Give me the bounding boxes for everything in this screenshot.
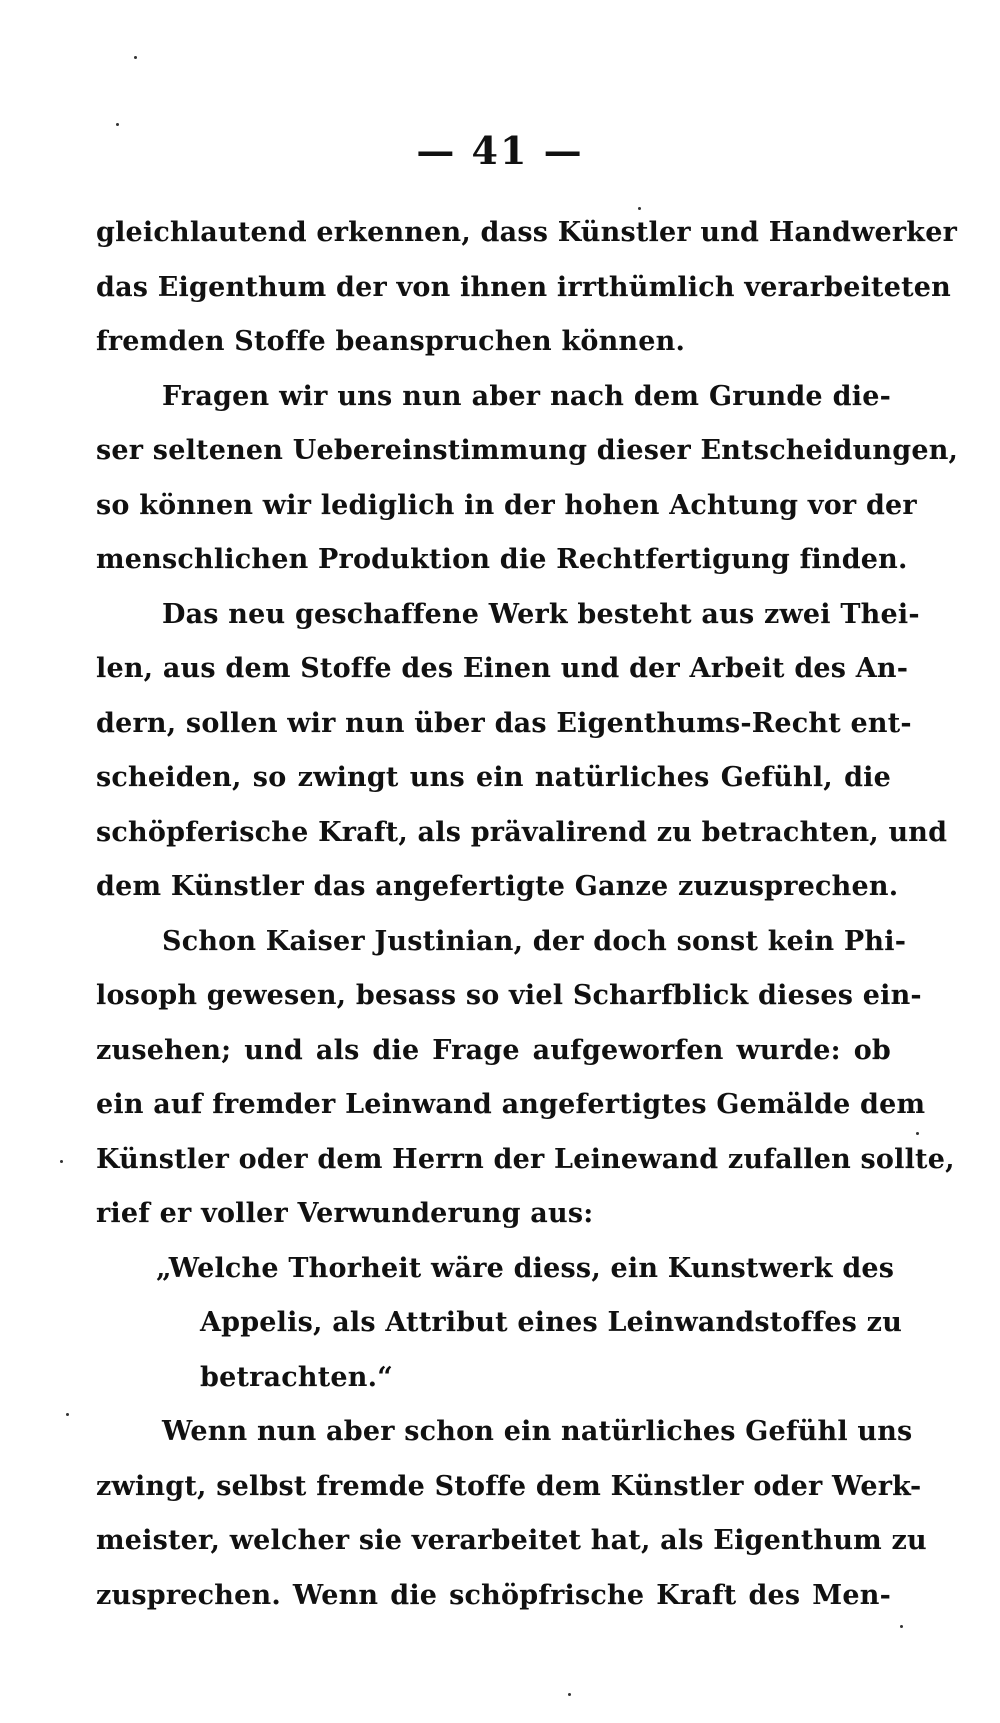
text-line: ein auf fremder Leinwand angefertigtes Gemälde dem xyxy=(96,1089,926,1120)
text-line: menschlichen Produktion die Rechtfertigung finden. xyxy=(96,544,908,575)
text-line: zusehen; und als die Frage aufgeworfen wurde: ob xyxy=(96,1034,891,1066)
text-line: Schon Kaiser Justinian, der doch sonst kein Phi- xyxy=(162,925,907,957)
text-line: Fragen wir uns nun aber nach dem Grunde die- xyxy=(162,380,891,412)
text-line: gleichlautend erkennen, dass Künstler und Handwerker xyxy=(96,217,957,248)
text-line: meister, welcher sie verarbeitet hat, als Eigenthum zu xyxy=(96,1525,927,1556)
scan-speck xyxy=(66,1413,69,1416)
quote-line: Appelis, als Attribut eines Leinwandstoffes zu xyxy=(200,1307,903,1338)
quote-line: „Welche Thorheit wäre diess, ein Kunstwerk des xyxy=(156,1252,895,1284)
scan-speck xyxy=(638,207,641,210)
text-line: Das neu geschaffene Werk besteht aus zwei Thei- xyxy=(162,598,920,630)
page-number: — 41 — xyxy=(416,128,584,173)
text-line: schöpferische Kraft, als prävalirend zu betrachten, und xyxy=(96,816,948,848)
text-line: losoph gewesen, besass so viel Scharfblick dieses ein- xyxy=(96,980,922,1011)
quote-line: betrachten.“ xyxy=(200,1361,393,1393)
text-line: fremden Stoffe beanspruchen können. xyxy=(96,326,686,357)
text-line: zusprechen. Wenn die schöpfrische Kraft des Men- xyxy=(96,1579,891,1611)
text-line: dem Künstler das angefertigte Ganze zuzusprechen. xyxy=(96,871,899,902)
scan-speck xyxy=(916,1132,919,1135)
text-line: dern, sollen wir nun über das Eigenthums-Recht ent- xyxy=(96,707,912,739)
text-line: ser seltenen Uebereinstimmung dieser Entscheidungen, xyxy=(96,435,959,466)
text-line: das Eigenthum der von ihnen irrthümlich verarbeiteten xyxy=(96,271,951,303)
text-line: scheiden, so zwingt uns ein natürliches Gefühl, die xyxy=(96,762,891,793)
scan-speck xyxy=(134,56,137,59)
text-line: len, aus dem Stoffe des Einen und der Arbeit des An- xyxy=(96,653,909,684)
scan-speck xyxy=(60,1160,63,1163)
scan-speck xyxy=(900,1625,903,1628)
text-line: rief er voller Verwunderung aus: xyxy=(96,1198,594,1229)
body-text xyxy=(96,206,959,1623)
text-line: Wenn nun aber schon ein natürliches Gefühl uns xyxy=(162,1416,913,1447)
scan-speck xyxy=(568,1693,571,1696)
text-line: zwingt, selbst fremde Stoffe dem Künstler oder Werk- xyxy=(96,1470,922,1502)
scan-speck xyxy=(116,123,119,126)
text-line: so können wir lediglich in der hohen Achtung vor der xyxy=(96,489,917,521)
text-line: Künstler oder dem Herrn der Leinewand zufallen sollte, xyxy=(96,1143,955,1175)
